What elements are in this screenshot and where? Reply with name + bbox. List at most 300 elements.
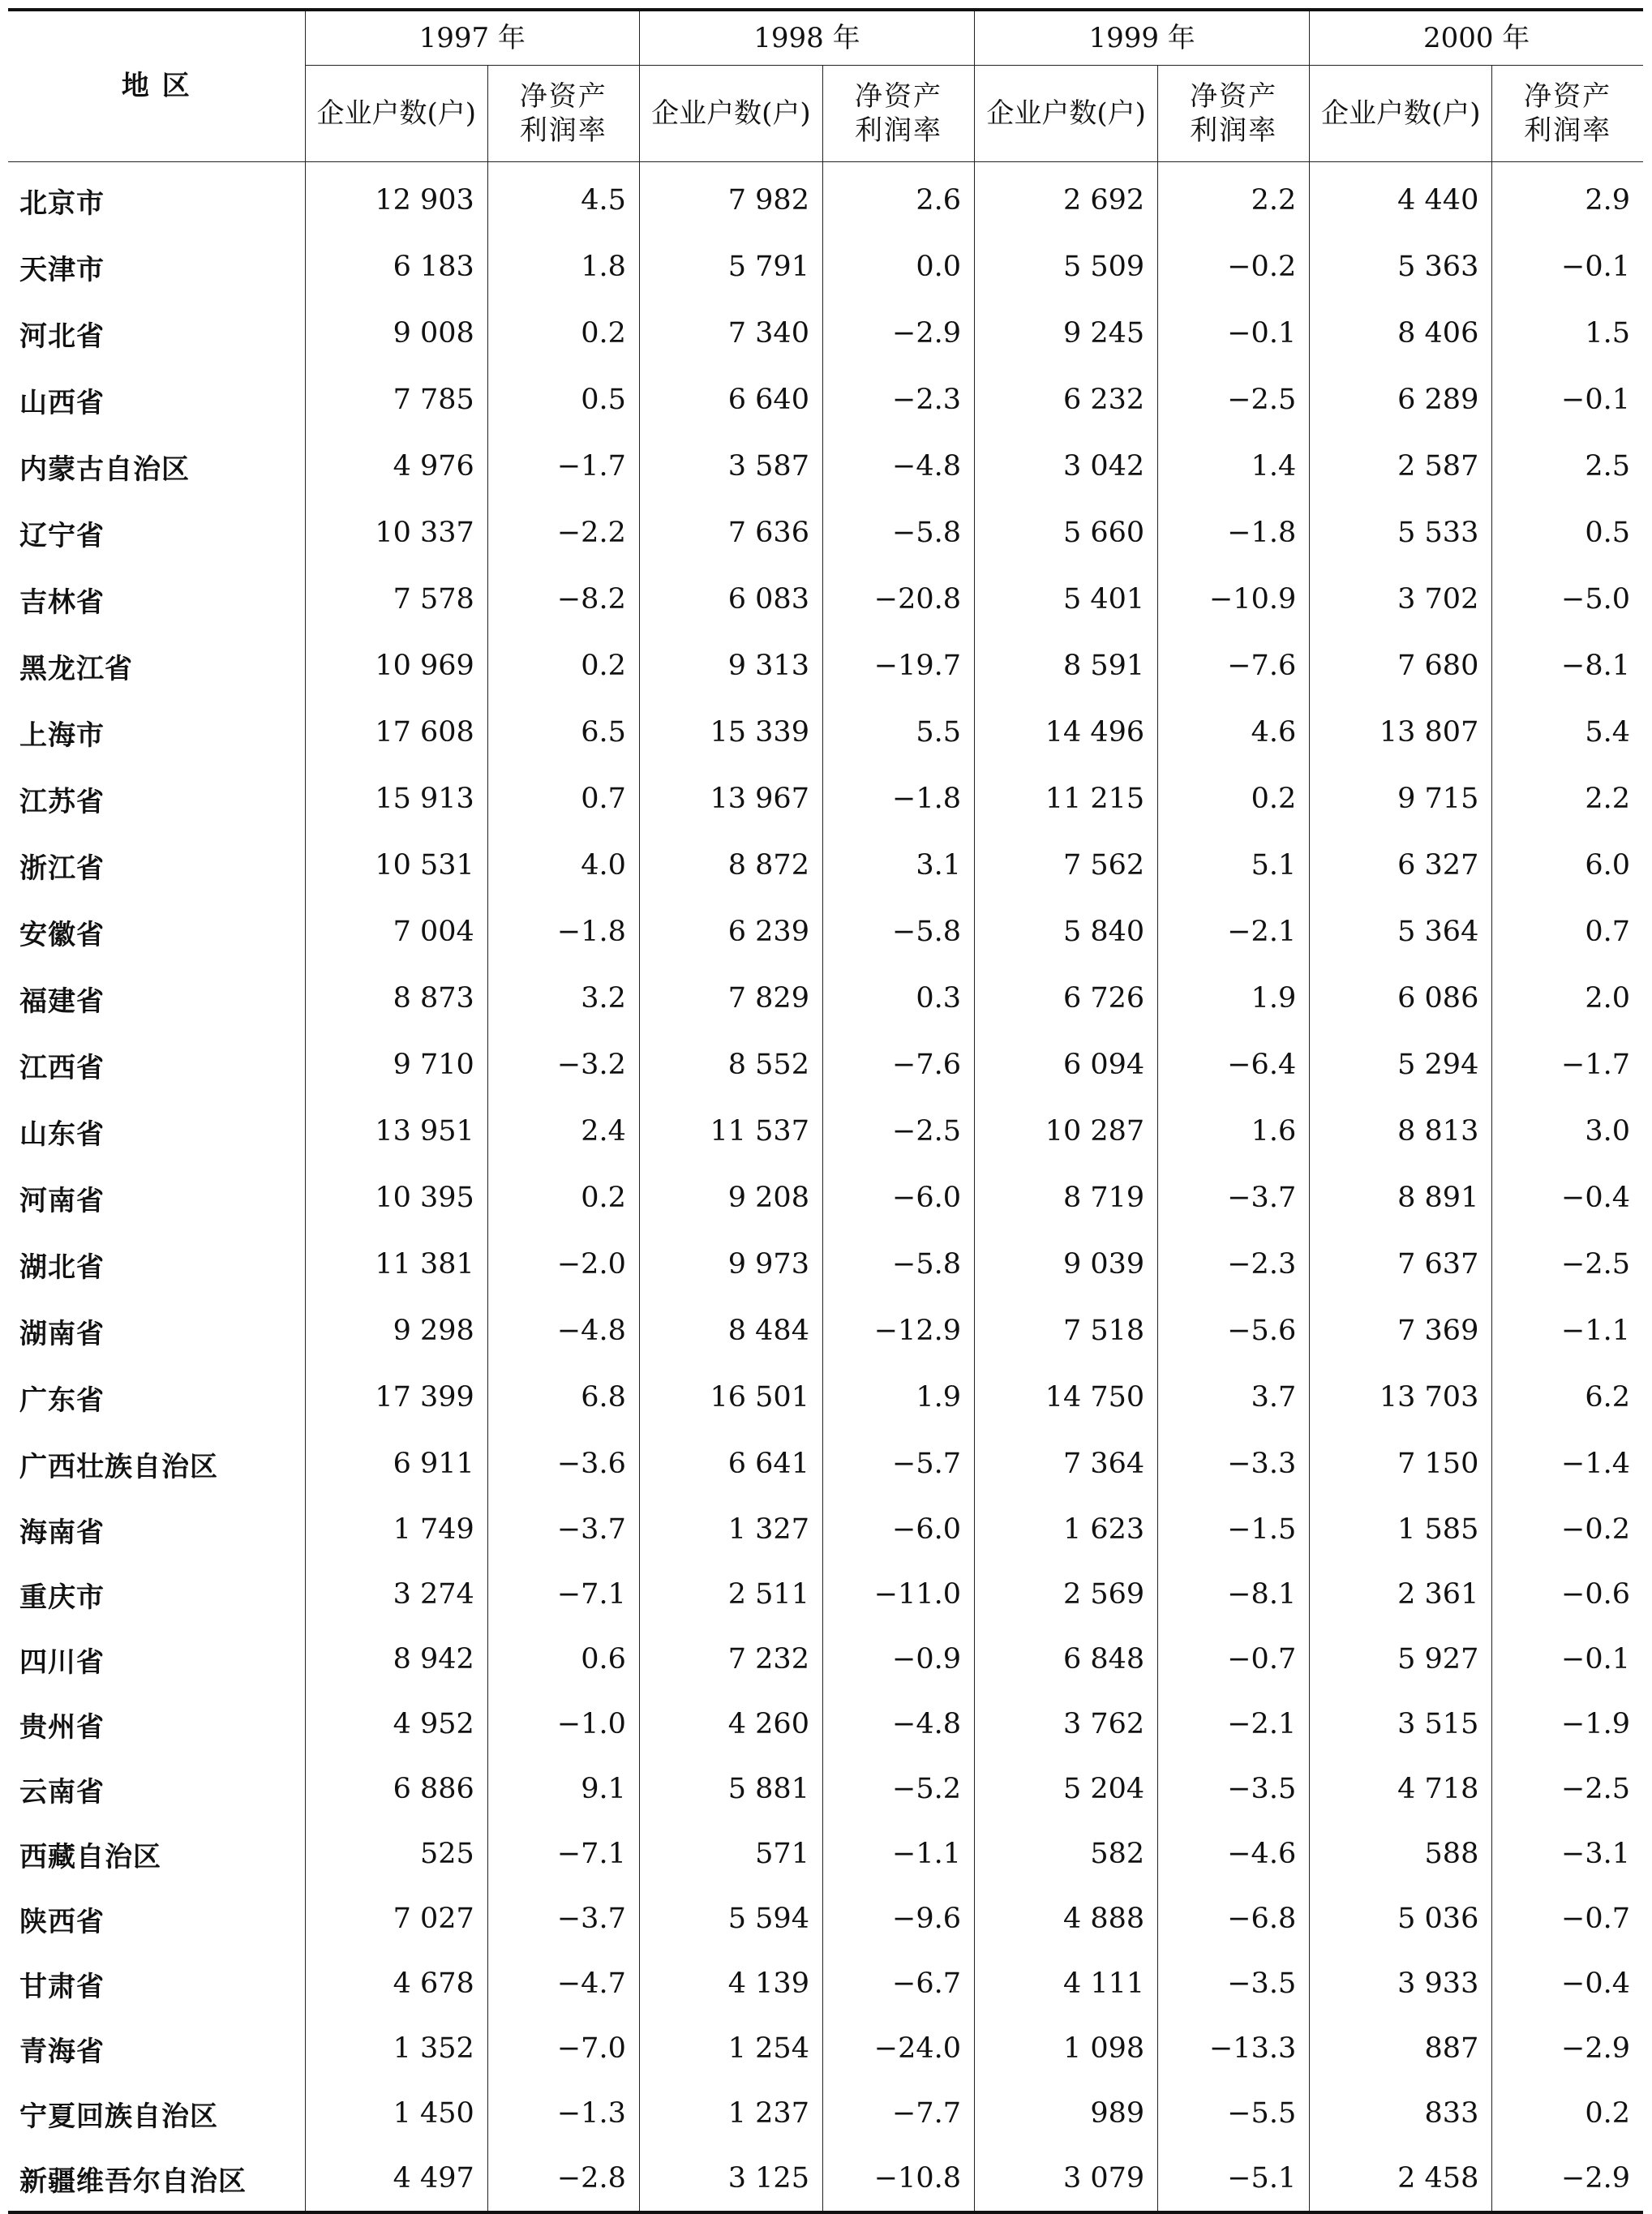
table-row — [8, 1692, 1643, 1757]
count-1997-cell: 9 710 — [305, 1032, 487, 1098]
region-cell: 江苏省 — [8, 766, 305, 832]
rate-2000-cell: −1.7 — [1492, 1032, 1643, 1098]
count-1998-cell: 8 552 — [639, 1032, 822, 1098]
count-1998-cell: 5 881 — [639, 1757, 822, 1821]
rate-1997-cell: 9.1 — [487, 1757, 639, 1821]
count-1999-cell: 7 562 — [975, 832, 1158, 899]
count-1998-cell: 2 511 — [639, 1562, 822, 1627]
count-1998-cell: 7 232 — [639, 1627, 822, 1692]
count-1999-cell: 6 848 — [975, 1627, 1158, 1692]
table-row — [8, 2081, 1643, 2146]
count-1999-cell: 7 364 — [975, 1431, 1158, 1497]
count-2000-cell: 1 585 — [1310, 1497, 1492, 1562]
rate-1999-cell: −6.4 — [1158, 1032, 1310, 1098]
rate-2000-cell: 0.7 — [1492, 899, 1643, 965]
rate-column-header: 净资产 利润率 — [487, 66, 639, 162]
rate-2000-cell: 0.5 — [1492, 500, 1643, 566]
rate-1997-cell: −7.1 — [487, 1821, 639, 1886]
count-1997-cell: 7 785 — [305, 367, 487, 433]
rate-1997-cell: 4.0 — [487, 832, 639, 899]
count-1997-cell: 1 749 — [305, 1497, 487, 1562]
count-1998-cell: 1 327 — [639, 1497, 822, 1562]
rate-1998-cell: −11.0 — [822, 1562, 974, 1627]
count-1999-cell: 6 726 — [975, 965, 1158, 1032]
rate-1998-cell: −5.8 — [822, 899, 974, 965]
count-1999-cell: 2 569 — [975, 1562, 1158, 1627]
count-1998-cell: 15 339 — [639, 699, 822, 766]
region-cell: 广西壮族自治区 — [8, 1431, 305, 1497]
count-1997-cell: 13 951 — [305, 1098, 487, 1165]
region-cell: 河北省 — [8, 300, 305, 367]
count-2000-cell: 7 680 — [1310, 633, 1492, 699]
count-1997-cell: 10 969 — [305, 633, 487, 699]
rate-1997-cell: −8.2 — [487, 566, 639, 633]
region-cell: 河南省 — [8, 1165, 305, 1231]
table-row — [8, 1364, 1643, 1431]
year-header-row — [8, 10, 1643, 66]
count-column-header: 企业户数(户) — [639, 66, 822, 162]
rate-1999-cell: −0.2 — [1158, 234, 1310, 300]
rate-1998-cell: 5.5 — [822, 699, 974, 766]
rate-1999-cell: −0.7 — [1158, 1627, 1310, 1692]
count-1997-cell: 6 911 — [305, 1431, 487, 1497]
rate-1999-cell: −13.3 — [1158, 2016, 1310, 2081]
count-1997-cell: 9 298 — [305, 1298, 487, 1364]
count-1998-cell: 4 260 — [639, 1692, 822, 1757]
count-1999-cell: 5 509 — [975, 234, 1158, 300]
count-1997-cell: 8 873 — [305, 965, 487, 1032]
table-row — [8, 1497, 1643, 1562]
count-1998-cell: 3 125 — [639, 2146, 822, 2212]
count-2000-cell: 5 533 — [1310, 500, 1492, 566]
rate-1998-cell: −2.3 — [822, 367, 974, 433]
table-row — [8, 633, 1643, 699]
rate-2000-cell: 2.5 — [1492, 433, 1643, 500]
count-1999-cell: 7 518 — [975, 1298, 1158, 1364]
count-1997-cell: 15 913 — [305, 766, 487, 832]
rate-1998-cell: −2.5 — [822, 1098, 974, 1165]
rate-1998-cell: −7.6 — [822, 1032, 974, 1098]
region-cell: 重庆市 — [8, 1562, 305, 1627]
count-2000-cell: 9 715 — [1310, 766, 1492, 832]
table-row — [8, 1165, 1643, 1231]
rate-1997-cell: −1.7 — [487, 433, 639, 500]
rate-1997-cell: −1.0 — [487, 1692, 639, 1757]
rate-2000-cell: −1.1 — [1492, 1298, 1643, 1364]
rate-1997-cell: 6.8 — [487, 1364, 639, 1431]
rate-1998-cell: −9.6 — [822, 1886, 974, 1951]
region-cell: 江西省 — [8, 1032, 305, 1098]
table-row — [8, 1821, 1643, 1886]
rate-1997-cell: −1.8 — [487, 899, 639, 965]
rate-2000-cell: −2.5 — [1492, 1231, 1643, 1298]
count-2000-cell: 5 036 — [1310, 1886, 1492, 1951]
rate-1999-cell: −3.7 — [1158, 1165, 1310, 1231]
rate-2000-cell: −0.7 — [1492, 1886, 1643, 1951]
rate-2000-cell: 0.2 — [1492, 2081, 1643, 2146]
count-1998-cell: 1 237 — [639, 2081, 822, 2146]
rate-2000-cell: −0.6 — [1492, 1562, 1643, 1627]
rate-1999-cell: −3.5 — [1158, 1951, 1310, 2016]
count-1998-cell: 6 641 — [639, 1431, 822, 1497]
rate-1997-cell: −7.1 — [487, 1562, 639, 1627]
table-row — [8, 965, 1643, 1032]
rate-2000-cell: 1.5 — [1492, 300, 1643, 367]
rate-1998-cell: 3.1 — [822, 832, 974, 899]
count-1999-cell: 8 719 — [975, 1165, 1158, 1231]
count-1998-cell: 9 313 — [639, 633, 822, 699]
rate-1999-cell: −5.6 — [1158, 1298, 1310, 1364]
rate-1998-cell: 1.9 — [822, 1364, 974, 1431]
region-cell: 内蒙古自治区 — [8, 433, 305, 500]
count-2000-cell: 833 — [1310, 2081, 1492, 2146]
region-cell: 云南省 — [8, 1757, 305, 1821]
rate-1999-cell: 5.1 — [1158, 832, 1310, 899]
region-cell: 北京市 — [8, 162, 305, 234]
count-1997-cell: 1 450 — [305, 2081, 487, 2146]
region-column-header: 地 区 — [8, 10, 305, 162]
count-1999-cell: 14 496 — [975, 699, 1158, 766]
count-1997-cell: 7 004 — [305, 899, 487, 965]
count-2000-cell: 588 — [1310, 1821, 1492, 1886]
rate-1999-cell: 1.9 — [1158, 965, 1310, 1032]
year-header-1998: 1998 年 — [639, 10, 974, 66]
region-cell: 湖北省 — [8, 1231, 305, 1298]
rate-1997-cell: −3.7 — [487, 1886, 639, 1951]
rate-1998-cell: −12.9 — [822, 1298, 974, 1364]
count-1999-cell: 4 888 — [975, 1886, 1158, 1951]
table-row — [8, 1562, 1643, 1627]
count-1998-cell: 9 973 — [639, 1231, 822, 1298]
enterprise-profit-table — [8, 8, 1643, 2214]
count-1998-cell: 7 982 — [639, 162, 822, 234]
table-row — [8, 1951, 1643, 2016]
table-row — [8, 500, 1643, 566]
count-2000-cell: 2 587 — [1310, 433, 1492, 500]
count-2000-cell: 7 637 — [1310, 1231, 1492, 1298]
rate-1997-cell: 3.2 — [487, 965, 639, 1032]
count-1997-cell: 525 — [305, 1821, 487, 1886]
rate-1999-cell: −5.5 — [1158, 2081, 1310, 2146]
count-1998-cell: 16 501 — [639, 1364, 822, 1431]
rate-1997-cell: −7.0 — [487, 2016, 639, 2081]
count-1997-cell: 6 183 — [305, 234, 487, 300]
count-1998-cell: 571 — [639, 1821, 822, 1886]
count-1998-cell: 9 208 — [639, 1165, 822, 1231]
count-1999-cell: 5 660 — [975, 500, 1158, 566]
count-2000-cell: 3 933 — [1310, 1951, 1492, 2016]
count-2000-cell: 5 294 — [1310, 1032, 1492, 1098]
rate-1998-cell: −5.2 — [822, 1757, 974, 1821]
count-1999-cell: 582 — [975, 1821, 1158, 1886]
rate-1997-cell: 0.7 — [487, 766, 639, 832]
count-1997-cell: 3 274 — [305, 1562, 487, 1627]
table-row — [8, 234, 1643, 300]
count-1998-cell: 7 340 — [639, 300, 822, 367]
count-1999-cell: 6 094 — [975, 1032, 1158, 1098]
rate-1997-cell: 0.2 — [487, 1165, 639, 1231]
region-cell: 辽宁省 — [8, 500, 305, 566]
rate-1998-cell: −2.9 — [822, 300, 974, 367]
count-1998-cell: 1 254 — [639, 2016, 822, 2081]
rate-1997-cell: −2.2 — [487, 500, 639, 566]
region-cell: 上海市 — [8, 699, 305, 766]
count-1998-cell: 7 636 — [639, 500, 822, 566]
count-2000-cell: 5 927 — [1310, 1627, 1492, 1692]
table-row — [8, 1298, 1643, 1364]
table-row — [8, 566, 1643, 633]
count-2000-cell: 7 150 — [1310, 1431, 1492, 1497]
count-2000-cell: 2 458 — [1310, 2146, 1492, 2212]
count-1999-cell: 10 287 — [975, 1098, 1158, 1165]
year-header-1997: 1997 年 — [305, 10, 639, 66]
rate-2000-cell: −8.1 — [1492, 633, 1643, 699]
count-1999-cell: 2 692 — [975, 162, 1158, 234]
region-cell: 新疆维吾尔自治区 — [8, 2146, 305, 2212]
count-1998-cell: 13 967 — [639, 766, 822, 832]
count-1999-cell: 9 039 — [975, 1231, 1158, 1298]
count-1999-cell: 1 623 — [975, 1497, 1158, 1562]
count-2000-cell: 4 440 — [1310, 162, 1492, 234]
region-cell: 甘肃省 — [8, 1951, 305, 2016]
rate-2000-cell: −0.1 — [1492, 1627, 1643, 1692]
rate-1998-cell: −5.8 — [822, 500, 974, 566]
rate-2000-cell: 3.0 — [1492, 1098, 1643, 1165]
region-cell: 西藏自治区 — [8, 1821, 305, 1886]
region-cell: 湖南省 — [8, 1298, 305, 1364]
count-2000-cell: 8 406 — [1310, 300, 1492, 367]
rate-1999-cell: −2.5 — [1158, 367, 1310, 433]
count-1998-cell: 8 484 — [639, 1298, 822, 1364]
count-1998-cell: 6 239 — [639, 899, 822, 965]
count-1997-cell: 11 381 — [305, 1231, 487, 1298]
count-1999-cell: 989 — [975, 2081, 1158, 2146]
rate-2000-cell: −3.1 — [1492, 1821, 1643, 1886]
region-cell: 陕西省 — [8, 1886, 305, 1951]
rate-1999-cell: 2.2 — [1158, 162, 1310, 234]
table-row — [8, 1032, 1643, 1098]
count-1999-cell: 3 762 — [975, 1692, 1158, 1757]
count-column-header: 企业户数(户) — [975, 66, 1158, 162]
rate-1999-cell: −2.1 — [1158, 1692, 1310, 1757]
count-1997-cell: 1 352 — [305, 2016, 487, 2081]
count-1997-cell: 7 027 — [305, 1886, 487, 1951]
rate-2000-cell: −0.4 — [1492, 1165, 1643, 1231]
rate-1999-cell: −2.1 — [1158, 899, 1310, 965]
count-1997-cell: 9 008 — [305, 300, 487, 367]
count-2000-cell: 5 363 — [1310, 234, 1492, 300]
table-row — [8, 1231, 1643, 1298]
rate-2000-cell: −1.9 — [1492, 1692, 1643, 1757]
count-1997-cell: 6 886 — [305, 1757, 487, 1821]
count-1998-cell: 5 791 — [639, 234, 822, 300]
rate-1997-cell: −4.8 — [487, 1298, 639, 1364]
count-2000-cell: 6 086 — [1310, 965, 1492, 1032]
table-row — [8, 162, 1643, 234]
rate-1997-cell: 4.5 — [487, 162, 639, 234]
rate-1999-cell: −8.1 — [1158, 1562, 1310, 1627]
count-1998-cell: 4 139 — [639, 1951, 822, 2016]
rate-1998-cell: −19.7 — [822, 633, 974, 699]
count-column-header: 企业户数(户) — [1310, 66, 1492, 162]
count-2000-cell: 6 327 — [1310, 832, 1492, 899]
count-1997-cell: 4 497 — [305, 2146, 487, 2212]
rate-1999-cell: −1.8 — [1158, 500, 1310, 566]
rate-1997-cell: 2.4 — [487, 1098, 639, 1165]
rate-1999-cell: 3.7 — [1158, 1364, 1310, 1431]
rate-1999-cell: −10.9 — [1158, 566, 1310, 633]
rate-2000-cell: 2.0 — [1492, 965, 1643, 1032]
region-cell: 青海省 — [8, 2016, 305, 2081]
rate-1997-cell: −2.0 — [487, 1231, 639, 1298]
rate-2000-cell: −5.0 — [1492, 566, 1643, 633]
rate-1998-cell: −24.0 — [822, 2016, 974, 2081]
rate-1999-cell: 0.2 — [1158, 766, 1310, 832]
count-1999-cell: 3 042 — [975, 433, 1158, 500]
rate-2000-cell: 2.9 — [1492, 162, 1643, 234]
rate-column-header: 净资产 利润率 — [1492, 66, 1643, 162]
rate-1998-cell: −6.0 — [822, 1165, 974, 1231]
count-1998-cell: 11 537 — [639, 1098, 822, 1165]
count-1999-cell: 5 401 — [975, 566, 1158, 633]
rate-2000-cell: −2.9 — [1492, 2016, 1643, 2081]
count-1997-cell: 4 976 — [305, 433, 487, 500]
count-1998-cell: 3 587 — [639, 433, 822, 500]
region-cell: 福建省 — [8, 965, 305, 1032]
count-1999-cell: 11 215 — [975, 766, 1158, 832]
rate-2000-cell: −0.1 — [1492, 367, 1643, 433]
region-cell: 四川省 — [8, 1627, 305, 1692]
rate-1998-cell: −5.7 — [822, 1431, 974, 1497]
rate-1998-cell: −1.1 — [822, 1821, 974, 1886]
table-row — [8, 1627, 1643, 1692]
year-header-2000: 2000 年 — [1310, 10, 1643, 66]
rate-1998-cell: 2.6 — [822, 162, 974, 234]
rate-1998-cell: 0.3 — [822, 965, 974, 1032]
count-1999-cell: 8 591 — [975, 633, 1158, 699]
rate-2000-cell: −1.4 — [1492, 1431, 1643, 1497]
region-cell: 贵州省 — [8, 1692, 305, 1757]
rate-2000-cell: 6.0 — [1492, 832, 1643, 899]
count-1999-cell: 6 232 — [975, 367, 1158, 433]
rate-1999-cell: −5.1 — [1158, 2146, 1310, 2212]
rate-1997-cell: −1.3 — [487, 2081, 639, 2146]
table-row — [8, 699, 1643, 766]
table-row — [8, 1757, 1643, 1821]
rate-1999-cell: −3.5 — [1158, 1757, 1310, 1821]
table-row — [8, 2146, 1643, 2212]
rate-column-header: 净资产 利润率 — [1158, 66, 1310, 162]
rate-2000-cell: −0.1 — [1492, 234, 1643, 300]
rate-1998-cell: −10.8 — [822, 2146, 974, 2212]
rate-2000-cell: 5.4 — [1492, 699, 1643, 766]
rate-1998-cell: −0.9 — [822, 1627, 974, 1692]
count-1998-cell: 5 594 — [639, 1886, 822, 1951]
table-row — [8, 1886, 1643, 1951]
count-1997-cell: 10 337 — [305, 500, 487, 566]
region-cell: 山东省 — [8, 1098, 305, 1165]
region-cell: 黑龙江省 — [8, 633, 305, 699]
count-2000-cell: 887 — [1310, 2016, 1492, 2081]
region-cell: 宁夏回族自治区 — [8, 2081, 305, 2146]
region-cell: 天津市 — [8, 234, 305, 300]
rate-1998-cell: −20.8 — [822, 566, 974, 633]
rate-2000-cell: 2.2 — [1492, 766, 1643, 832]
count-1998-cell: 8 872 — [639, 832, 822, 899]
rate-1997-cell: 0.2 — [487, 300, 639, 367]
rate-1998-cell: −5.8 — [822, 1231, 974, 1298]
count-1997-cell: 7 578 — [305, 566, 487, 633]
count-1997-cell: 8 942 — [305, 1627, 487, 1692]
table-row — [8, 2016, 1643, 2081]
rate-column-header: 净资产 利润率 — [822, 66, 974, 162]
count-2000-cell: 6 289 — [1310, 367, 1492, 433]
table-row — [8, 367, 1643, 433]
rate-1999-cell: 1.6 — [1158, 1098, 1310, 1165]
rate-2000-cell: −2.9 — [1492, 2146, 1643, 2212]
rate-2000-cell: −0.4 — [1492, 1951, 1643, 2016]
count-1998-cell: 6 640 — [639, 367, 822, 433]
count-2000-cell: 2 361 — [1310, 1562, 1492, 1627]
count-1999-cell: 1 098 — [975, 2016, 1158, 2081]
rate-1999-cell: −3.3 — [1158, 1431, 1310, 1497]
count-1997-cell: 17 399 — [305, 1364, 487, 1431]
table-body — [8, 162, 1643, 2213]
rate-1997-cell: −3.6 — [487, 1431, 639, 1497]
count-1999-cell: 14 750 — [975, 1364, 1158, 1431]
count-1999-cell: 4 111 — [975, 1951, 1158, 2016]
rate-1999-cell: −4.6 — [1158, 1821, 1310, 1886]
rate-1999-cell: 4.6 — [1158, 699, 1310, 766]
region-cell: 广东省 — [8, 1364, 305, 1431]
count-2000-cell: 7 369 — [1310, 1298, 1492, 1364]
rate-1998-cell: −4.8 — [822, 1692, 974, 1757]
rate-1999-cell: −2.3 — [1158, 1231, 1310, 1298]
count-column-header: 企业户数(户) — [305, 66, 487, 162]
table-row — [8, 300, 1643, 367]
region-cell: 海南省 — [8, 1497, 305, 1562]
rate-1999-cell: −6.8 — [1158, 1886, 1310, 1951]
rate-1999-cell: 1.4 — [1158, 433, 1310, 500]
rate-1997-cell: 0.6 — [487, 1627, 639, 1692]
rate-1998-cell: −4.8 — [822, 433, 974, 500]
count-2000-cell: 3 515 — [1310, 1692, 1492, 1757]
count-1999-cell: 5 204 — [975, 1757, 1158, 1821]
rate-1999-cell: −7.6 — [1158, 633, 1310, 699]
table-row — [8, 832, 1643, 899]
count-2000-cell: 13 703 — [1310, 1364, 1492, 1431]
count-1997-cell: 4 678 — [305, 1951, 487, 2016]
rate-2000-cell: −2.5 — [1492, 1757, 1643, 1821]
table-row — [8, 899, 1643, 965]
count-1997-cell: 17 608 — [305, 699, 487, 766]
region-cell: 吉林省 — [8, 566, 305, 633]
count-2000-cell: 8 813 — [1310, 1098, 1492, 1165]
count-1999-cell: 5 840 — [975, 899, 1158, 965]
rate-1997-cell: −4.7 — [487, 1951, 639, 2016]
rate-1997-cell: 1.8 — [487, 234, 639, 300]
region-cell: 安徽省 — [8, 899, 305, 965]
count-1998-cell: 7 829 — [639, 965, 822, 1032]
count-1998-cell: 6 083 — [639, 566, 822, 633]
count-1997-cell: 4 952 — [305, 1692, 487, 1757]
rate-1997-cell: 0.2 — [487, 633, 639, 699]
rate-1997-cell: 0.5 — [487, 367, 639, 433]
rate-1999-cell: −0.1 — [1158, 300, 1310, 367]
rate-1998-cell: −6.7 — [822, 1951, 974, 2016]
rate-1998-cell: −7.7 — [822, 2081, 974, 2146]
count-1997-cell: 12 903 — [305, 162, 487, 234]
